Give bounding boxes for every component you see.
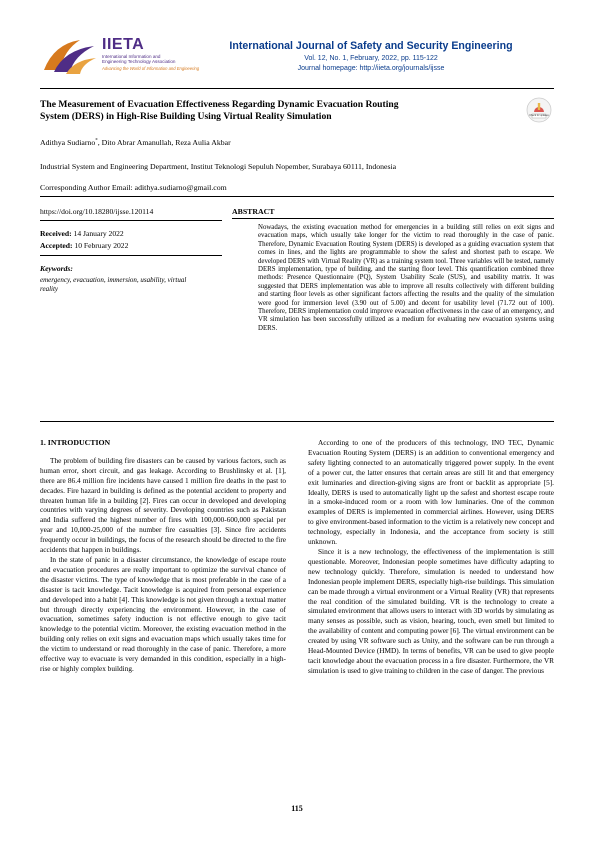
keywords-label: Keywords: xyxy=(40,264,73,273)
check-for-updates-badge[interactable] xyxy=(526,97,552,123)
abstract-text: Nowadays, the existing evacuation method for emergencies in a building still relies on exit signs and evacuation maps, which usually take longer for the victim to read thoroughly in the case of panic. Therefore, Dynamic Evacuation Routing System (DERS) is developed as a guiding evacuation system that comes in lines, and the lights are programmable to show the safest and shortest path to escape. We developed DERS with Virtual Reality (VR) as a training system tool. Three variables will be tested, namely DERS implementation, type of building, and the starting floor level. This quantification combined three methods: Presence Questionnaire (PQ), System Usability Scale (SUS), and usability matrix. It was suggested that DERS implementation was able to improve all results collectively with different building and starting floor levels as other significant factors affecting the results and the quality of the simulation were good for immersion level (3.90 out of 5.00) and decent for usability level (71.72 out of 100). Therefore, DERS implementation could improve evacuation effectiveness in the case of an emergency, and VR simulation has been successfully utilized as a medium for evaluating new evacuation systems using DERS. xyxy=(258,224,554,332)
authors xyxy=(40,138,231,147)
logo-full-name-2: Engineering Technology Association xyxy=(102,59,176,65)
iieta-emblem-icon xyxy=(40,36,98,78)
logo-full-name-1: International Information and xyxy=(102,54,161,59)
check-for-updates-label: Check for updates xyxy=(529,114,549,117)
journal-volume: Vol. 12, No. 1, February, 2022, pp. 115-122 xyxy=(304,55,438,62)
affiliation: Industrial System and Engineering Department, Institut Teknologi Sepuluh Nopember, Surabaya 60111, Indonesia xyxy=(40,162,397,171)
journal-homepage-link[interactable]: Journal homepage: http://iieta.org/journals/ijsse xyxy=(297,65,445,72)
accepted-label: Accepted: xyxy=(40,241,73,250)
co-authors: , Dito Abrar Amanullah, Reza Aulia Akbar xyxy=(97,138,231,147)
paragraph: The problem of building fire disasters can be caused by various factors, such as human error, short circuit, and gas leakage. According to Brushlinsky et al. [1], there are 86.4 million fire incidents have caused 1 million fire deaths in the past to decades. Fire hazard in building is defined as the potential accident to property and threaten human life in a building [2]. Fires can occur in developed and developing countries with varying degrees of severity. Developing countries such as Pakistan and India suffered the highest number of fires with 100,000-600,000 special per year and 10,000-25,000 of the number fire casualties [3]. Since fire accidents frequently occur in buildings, the focus of the research should be directed to the fire accidents that happen in buildings. xyxy=(40,455,286,555)
page-number: 115 xyxy=(291,804,303,813)
journal-title: International Journal of Safety and Security Engineering xyxy=(229,40,513,52)
logo-abbreviation: IIETA xyxy=(102,36,145,53)
check-for-updates-icon xyxy=(526,97,552,123)
meta-divider-2 xyxy=(40,255,222,256)
paragraph: Since it is a new technology, the effectiveness of the implementation is still questionable. Moreover, Indonesian people sometimes have difficulty adapting to new technology quickly. Therefore, simulation is needed to understand how Indonesian people implement DERS, especially high-rise buildings. This simulation can be made through a virtual environment or a Virtual Reality (VR) that represents the real condition of the simulated building. VR is the technology to create a simulated environment that allows users to interact with 3D worlds by simulating as many senses as possible, such as vision, hearing, touch, even smell but limited to the availability of content and computing power [6]. The virtual environment can be created by using VR software such as Unity, and the software can be run through a Head-Mounted Device (HMD). In terms of benefits, VR can be used to give people tacit knowledge about the evacuation process in a fire disaster. Furthermore, the VR simulation is used to give training to children in the case of danger. The previous xyxy=(308,546,554,675)
doi-link[interactable]: https://doi.org/10.18280/ijsse.120114 xyxy=(40,207,154,216)
publisher-logo xyxy=(40,36,220,78)
first-author: Adithya Sudiarno xyxy=(40,138,96,147)
received-label: Received: xyxy=(40,229,72,238)
journal-header xyxy=(226,40,516,72)
paragraph: According to one of the producers of this technology, INO TEC, Dynamic Evacuation Routing System (DERS) is an addition to conventional emergency and safety lighting connected to an automatically triggered power supply. In the event of a power cut, the latter ensures that certain areas are still lit and that emergency exit luminaries and direction-giving signs are front or backlit as appropriate [5]. Ideally, DERS is used to automatically light up the safest and shortest escape route in a smoke-induced room or a room with low luminaries. One of the common examples of DERS is implemented in commercial airlines. However, using DERS to give environment-based information to the victim is a relatively new concept and technology, especially in Indonesia, and the acceptance from society is still unknown. xyxy=(308,438,554,547)
abstract-bottom-divider xyxy=(40,421,554,422)
corresponding-mark: * xyxy=(95,138,98,144)
paper-title-line-2: System (DERS) in High-Rise Building Using Virtual Reality Simulation xyxy=(40,111,332,122)
paragraph: In the state of panic in a disaster circumstance, the knowledge of escape route and evacuation procedures are really important to optimize the survival chance of the disaster victims. The type of knowledge that is most preferable in the case of a disaster is tacit knowledge. Tacit knowledge is acquired from personal experience and developed into a habit [4]. This knowledge is not given through a textual matter but through directly experiencing the environment. However, in the case of evacuation, sometimes safety induction is not effective enough to give tacit knowledge to the potential victim. Moreover, the existing evacuation method in the building only relies on exit signs and evacuation maps which usually takes time for the victim to understand or read thoroughly in the case of panic. Therefore, a more effective way to evacuate is very demanded in this condition, especially in a high-rise or highly complex building. xyxy=(40,554,286,673)
corresponding-author[interactable]: Corresponding Author Email: adithya.sudiarno@gmail.com xyxy=(40,183,227,192)
received-line xyxy=(40,229,220,239)
meta-divider-1 xyxy=(40,220,222,221)
authors-divider xyxy=(40,196,554,197)
body-left-column xyxy=(40,438,286,674)
accepted-line xyxy=(40,241,220,251)
abstract-heading: ABSTRACT xyxy=(232,207,275,216)
body-right-column xyxy=(308,438,554,676)
keywords-list: emergency, evacuation, immersion, usability, virtual reality xyxy=(40,276,187,293)
received-date: 14 January 2022 xyxy=(73,229,124,238)
abstract-divider xyxy=(232,218,554,219)
accepted-date: 10 February 2022 xyxy=(74,241,129,250)
paper-title xyxy=(40,99,500,123)
section-heading-introduction: 1. INTRODUCTION xyxy=(40,438,111,447)
paper-title-line-1: The Measurement of Evacuation Effectiveness Regarding Dynamic Evacuation Routing xyxy=(40,99,399,110)
header-divider xyxy=(40,88,554,89)
logo-tagline: Advancing the World of Information and Engineering xyxy=(102,65,200,71)
